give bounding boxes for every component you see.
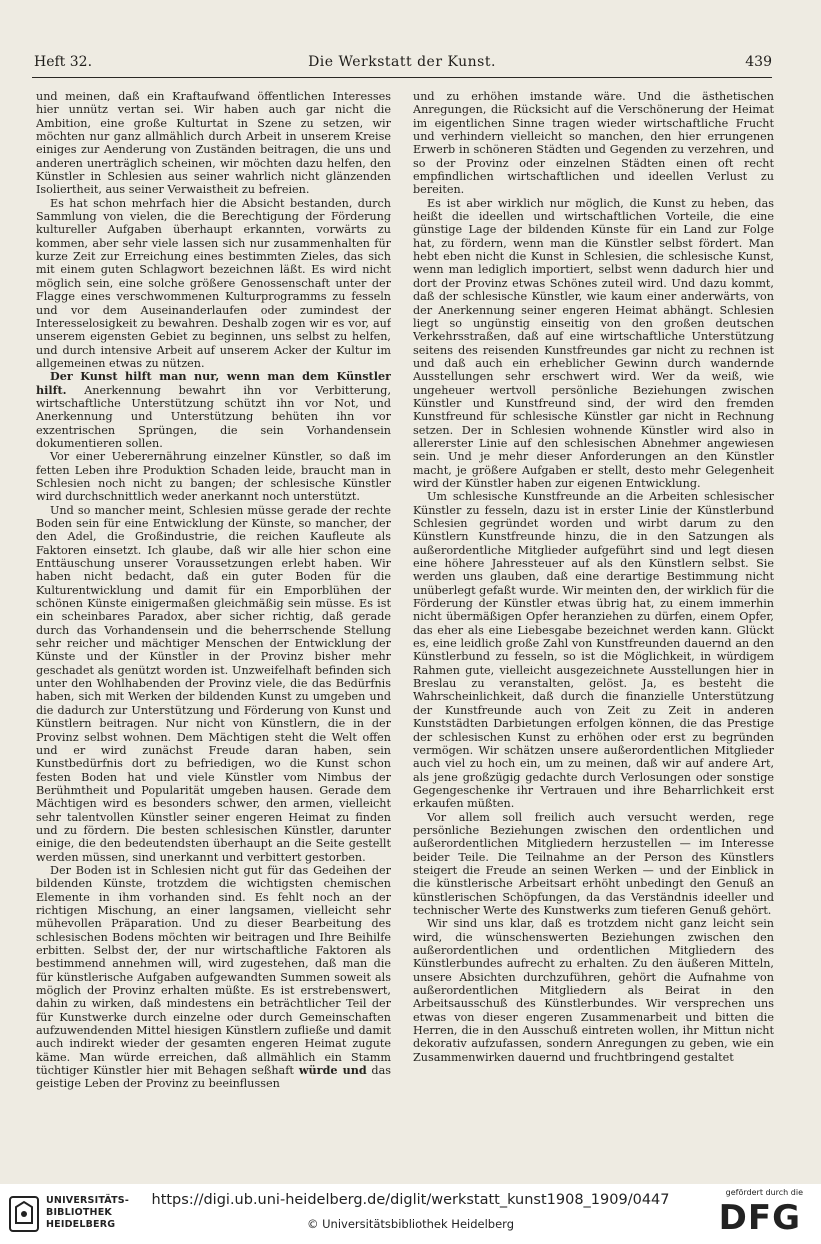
paragraph-text: Es hat schon mehrfach hier die Absicht bestanden, durch Sammlung von vielen, die die Berechtigung der Förderung kultureller Aufgaben überhaupt erkannten, vorwärts zu kommen, aber sehr viele lassen sich nur zusammenhalten für kurze Zeit zur Erreichung eines bestimmten Zieles, das sich mit einem guten Schlagwort bezeichnen läßt. Es wird nicht möglich sein, eine solche größere Genossenschaft unter der Flagge eines verschwommenen Kulturprogramms zu fesseln und vor dem Auseinanderlaufen oder zumindest der Interesselosigkeit zu bewahren. Deshalb zogen wir es vor, auf unserem eigensten Gebiet zu beginnen, uns selbst zu helfen, und durch intensive Arbeit auf unserem Acker der Kultur im allgemeinen etwas zu nützen.	[36, 196, 391, 370]
paragraph-text: Und so mancher meint, Schlesien müsse gerade der rechte Boden sein für eine Entwicklung der Künste, so mancher, der den Adel, die Großindustrie, die reichen Kaufleute als Faktoren einsetzt. Ich glaube, daß wir alle hier schon eine Enttäuschung unserer Voraussetzungen erlebt haben. Wir haben nicht bedacht, daß ein guter Boden für die Kulturentwicklung und damit für ein Emporblühen der schönen Künste einigermaßen gleichmäßig sein müsse. Es ist ein scheinbares Paradox, aber sicher richtig, daß gerade durch das Vorhandensein und die beherrschende Stellung sehr reicher und mächtiger Menschen der Entwicklung der Künste und der Künstler in der Provinz bisher mehr geschadet als genützt worden ist. Unzweifelhaft befinden sich unter den Wohlhabenden der Provinz viele, die das Bedürfnis haben, sich mit Werken der bildenden Kunst zu umgeben und die dadurch zur Unterstützung und Förderung von Kunst und Künstlern beitragen. Nur nicht von Künstlern, die in der Provinz selbst wohnen. Dem Mächtigen steht die Welt offen und er wird zunächst Freude daran haben, sein Kunstbedürfnis dort zu befriedigen, wo die Kunst schon festen Boden hat und viele Künstler vom Nimbus der Berühmtheit und Popularität umgeben hausen. Gerade dem Mächtigen wird es besonders schwer, den armen, vielleicht sehr talentvollen Künstler seiner engeren Heimat zu finden und zu fördern. Die besten schlesischen Künstler, darunter einige, die den bedeutendsten überhaupt an die Seite gestellt werden müssen, sind unerkannt und verbittert gestorben.	[36, 503, 391, 864]
paragraph	[413, 490, 774, 810]
paragraph	[413, 90, 774, 197]
dfg-caption: gefördert durch die	[725, 1188, 803, 1197]
paragraph-text: und zu erhöhen imstande wäre. Und die ästhetischen Anregungen, die Rücksicht auf die Verschönerung der Heimat im eigentlichen Sinne tragen wieder wirtschaftliche Frucht und verhindern vielleicht so manchen, den hier errungenen Erwerb in schöneren Städten und Gegenden zu verzehren, und so der Provinz oder einzelnen Städten einen oft recht empfindlichen wirtschaftlichen und ideellen Verlust zu bereiten.	[413, 90, 774, 197]
permalink-url[interactable]: https://digi.ub.uni-heidelberg.de/diglit/werkstatt_kunst1908_1909/0447	[151, 1192, 670, 1208]
paragraph-tail: das geistige Leben der Provinz zu beeinflussen	[36, 1064, 391, 1091]
bold-lead-in: Der Kunst hilft man nur, wenn man dem Künstler hilft.	[36, 369, 391, 397]
paragraph	[36, 90, 391, 197]
paragraph-text: Wir sind uns klar, daß es trotzdem nicht ganz leicht sein wird, die wünschenswerten Beziehungen zwischen den außerordentlichen und ordentlichen Mitgliedern des Künstlerbundes aufrecht zu erhalten. Zu den äußeren Mitteln, unsere Absichten durchzuführen, gehört die Aufnahme von außerordentlichen Mitgliedern als Beirat in den Arbeitsausschuß des Künstlerbundes. Wir versprechen uns etwas von dieser engeren Zusammenarbeit und bitten die Herren, die in den Ausschuß eintreten wollen, ihr Mittun nicht dekorativ aufzufassen, sondern Anregungen zu geben, wie ein Zusammenwirken dauernd und fruchtbringend gestaltet	[413, 917, 774, 1064]
paragraph-text: Anerkennung bewahrt ihn vor Verbitterung, wirtschaftliche Unterstützung schützt ihn vor Not, und Anerkennung und Unterstützung behüten ihn vor exzentrischen Sprüngen, die sein Vorhandensein dokumentieren sollen.	[36, 383, 391, 450]
paragraph	[413, 811, 774, 918]
issue-label: Heft 32.	[34, 54, 93, 70]
page-number: 439	[745, 54, 772, 70]
paragraph-text: Um schlesische Kunstfreunde an die Arbeiten schlesischer Künstler zu fesseln, dazu ist in erster Linie der Künstlerbund Schlesien gegründet worden und wirbt darum zu den Künstlern Kunstfreunde hinzu, die in den Satzungen als außerordentliche Mitglieder aufgeführt sind und legt diesen eine höhere Jahressteuer auf als den Künstlern selbst. Sie werden uns glauben, daß eine derartige Bestimmung nicht unüberlegt gefaßt wurde. Wir meinten den, der wirklich für die Förderung der Künstler etwas übrig hat, zu einem immerhin nicht übermäßigen Opfer heranziehen zu dürfen, einem Opfer, das eher als eine Liebesgabe bezeichnet werden kann. Glückt es, eine leidlich große Zahl von Kunstfreunden dauernd an den Künstlerbund zu fesseln, so ist die Möglichkeit, in würdigem Rahmen gute, vielleicht ausgezeichnete Ausstellungen hier in Breslau zu veranstalten, gelöst. Ja, es besteht die Wahrscheinlichkeit, daß durch die finanzielle Unterstützung der Kunstfreunde auch von Zeit zu Zeit in anderen Kunststädten Darbietungen erfolgen können, die das Prestige der schlesischen Kunst zu erhöhen oder erst zu begründen vermögen. Wir schätzen unsere außerordentlichen Mitglieder auch viel zu hoch ein, um zu meinen, daß wir auf andere Art, als jene großzügig gedachte durch Verlosungen oder sonstige Gegengeschenke ihr Vertrauen und ihre Beharrlichkeit erst erkaufen müßten.	[413, 490, 774, 811]
paragraph	[36, 504, 391, 864]
running-head	[32, 50, 772, 74]
logo-line-1: UNIVERSITÄTS-	[46, 1195, 129, 1206]
paragraph-text: Vor einer Ueberernährung einzelner Künstler, so daß im fetten Leben ihre Produktion Schaden leide, braucht man in Schlesien noch nicht zu bangen; der schlesische Künstler wird durchschnittlich weder anerkannt noch unterstützt.	[36, 450, 391, 504]
copyright-notice: © Universitätsbibliothek Heidelberg	[306, 1217, 514, 1231]
logo-line-2: BIBLIOTHEK	[46, 1207, 112, 1218]
paragraph	[36, 864, 391, 1091]
journal-title: Die Werkstatt der Kunst.	[308, 54, 496, 70]
paragraph-text: und meinen, daß ein Kraftaufwand öffentlichen Interesses hier unnütz vertan sei. Wir haben auch gar nicht die Ambition, eine große Kulturtat in Szene zu setzen, wir möchten nur ganz allmählich durch Arbeit in unserem Kreise einiges zur Aenderung von Zuständen beitragen, die uns und anderen unerträglich scheinen, wir möchten dazu helfen, den Künstler in Schlesien aus seiner wahrlich nicht glänzenden Isoliertheit, aus seiner Verwaistheit zu befreien.	[36, 90, 391, 197]
logo-line-3: HEIDELBERG	[46, 1219, 116, 1230]
paragraph	[36, 370, 391, 450]
paragraph-text: Der Boden ist in Schlesien nicht gut für das Gedeihen der bildenden Künste, trotzdem die wichtigsten chemischen Elemente in ihm vorhanden sind. Es fehlt noch an der richtigen Mischung, an einer langsamen, vielleicht sehr mühevollen Präparation. Und zu dieser Bearbeitung des schlesischen Bodens möchten wir beitragen und Ihre Beihilfe erbitten. Selbst der, der nur wirtschaftliche Faktoren als bestimmend annehmen will, wird zugestehen, daß man die für künstlerische Aufgaben aufgewandten Summen soweit als möglich der Provinz erhalten müßte. Es ist erstrebenswert, dahin zu wirken, daß mindestens ein beträchtlicher Teil der für Kunstwerke durch einzelne oder durch Gemeinschaften aufzuwendenden Mittel hiesigen Künstlern zufließe und damit auch indirekt wieder der gesamten engeren Heimat zugute käme. Man würde erreichen, daß allmählich ein Stamm tüchtiger Künstler hier mit Behagen seßhaft	[36, 863, 391, 1078]
paragraph	[413, 917, 774, 1064]
header-rule	[32, 77, 772, 78]
paragraph-text: Vor allem soll freilich auch versucht werden, rege persönliche Beziehungen zwischen den ordentlichen und außerordentlichen Mitgliedern herzustellen — im Interesse beider Teile. Die Teilnahme an der Person des Künstlers steigert die Freude an seinen Werken — und der Einblick in die künstlerische Arbeitsart erhöht unbedingt den Genuß an künstlerischen Schöpfungen, da das Verständnis ideeller und technischer Werte des Kunstwerks zum tieferen Genuß gehört.	[413, 810, 774, 917]
paragraph	[36, 450, 391, 503]
dfg-logo[interactable]	[707, 1188, 803, 1240]
right-column	[413, 90, 774, 1160]
viewer-footer	[0, 1184, 821, 1244]
paragraph	[413, 197, 774, 491]
bold-phrase: würde und	[293, 1063, 367, 1078]
paragraph-text: Es ist aber wirklich nur möglich, die Kunst zu heben, das heißt die ideellen und wirtschaftlichen Vorteile, die eine günstige Lage der bildenden Künste für ein Land zur Folge hat, zu fördern, wenn man die Künstler selbst fördert. Man hebt eben nicht die Kunst in Schlesien, die schlesische Kunst, wenn man lediglich importiert, selbst wenn dadurch hier und dort der Provinz etwas Schönes zuteil wird. Und dazu kommt, daß der schlesische Künstler, wie kaum einer anderwärts, von der Anerkennung seiner engeren Heimat abhängt. Schlesien liegt so ungünstig einseitig von den großen deutschen Verkehrsstraßen, daß auf eine wirtschaftliche Unterstützung seitens des reisenden Kunstfreundes gar nicht zu rechnen ist und daß auch ein erheblicher Gewinn durch wandernde Ausstellungen sehr erschwert wird. Wer da weiß, wie ungeheuer wertvoll persönliche Beziehungen zwischen Künstler und Kunstfreund sind, der wird den fremden Kunstfreund für schlesische Künstler gar nicht in Rechnung setzen. Der in Schlesien wohnende Künstler wird also in allererster Linie auf den schlesischen Abnehmer angewiesen sein. Und je mehr dieser Anforderungen an den Künstler macht, je größere Aufgaben er stellt, desto mehr Gelegenheit wird der Künstler haben zur eigenen Entwicklung.	[413, 196, 774, 490]
left-column	[36, 90, 391, 1160]
paragraph	[36, 197, 391, 370]
dfg-wordmark: DFG	[718, 1198, 801, 1238]
